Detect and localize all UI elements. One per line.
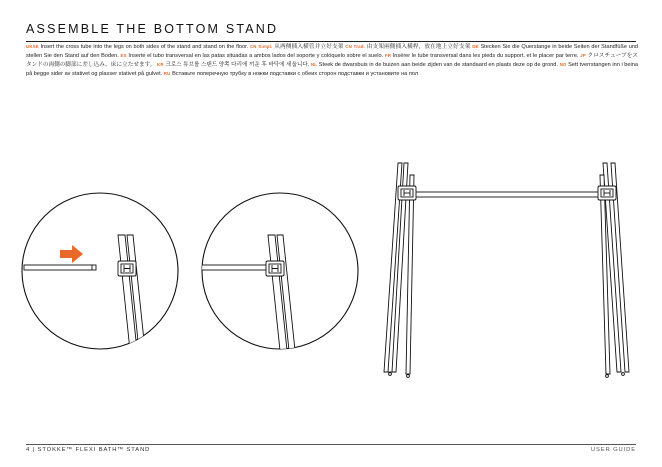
footer-rule	[26, 444, 636, 445]
detail-circle-inserted	[200, 193, 358, 360]
language-code: NL	[310, 61, 318, 67]
language-code: RU	[163, 70, 171, 76]
footer-page-label: 4 | STOKKE™ FLEXI BATH™ STAND	[26, 447, 151, 453]
instruction-text: 由支架兩側插入橫桿，放在地上立好支架	[366, 44, 471, 50]
page-title: ASSEMBLE THE BOTTOM STAND	[26, 22, 279, 36]
language-code: JP	[580, 52, 586, 58]
language-code: DE	[472, 44, 479, 49]
instruction-text: クロスチューブをスタンドの両側の脚部に差し込み、床に立たせます。	[26, 52, 638, 68]
language-code: NO	[559, 61, 567, 67]
language-code: KR	[157, 61, 164, 67]
instruction-text: Stecken Sie die Querstange in beide Seiten der Standfüße und stellen Sie den Stand auf den Boden.	[26, 44, 639, 59]
language-code: ES	[120, 52, 127, 58]
language-code: FR	[384, 52, 392, 58]
instruction-text: 크로스 튜브를 스탠드 양쪽 다리에 끼운 후 바닥에 세웁니다.	[165, 61, 310, 68]
footer-guide-label: USER GUIDE	[590, 447, 636, 453]
instruction-text: Inserte el tubo transversal en las patas situadas a ambos lados del soporte y colóquelo sobre el suelo.	[128, 52, 384, 59]
language-code: CN Simpl.	[249, 44, 273, 49]
instruction-text: Вставьте поперечную трубку в ножки подставки с обеих сторон подставки и установите на пол	[172, 70, 419, 77]
assembled-stand	[384, 163, 629, 377]
instruction-text: Sett tverrstangen inn i beina på begge sider av stativet og plasser stativet på gulvet.	[26, 61, 638, 77]
instruction-text: Steek de dwarsbuis in de buizen aan beide zijden van de standaard en plaats deze op de grond.	[318, 61, 558, 68]
language-code: UK/IE	[26, 44, 39, 49]
language-code: CN Trad.	[345, 44, 366, 49]
instruction-text: Insérer le tube transversal dans les pieds du support, et le placer par terre.	[392, 52, 579, 59]
instruction-text: 从两侧插入横管并立好支架	[274, 44, 344, 50]
instruction-text: Insert the cross tube into the legs on both sides of the stand and stand on the floor.	[40, 44, 249, 50]
detail-circle-insert	[22, 193, 178, 360]
